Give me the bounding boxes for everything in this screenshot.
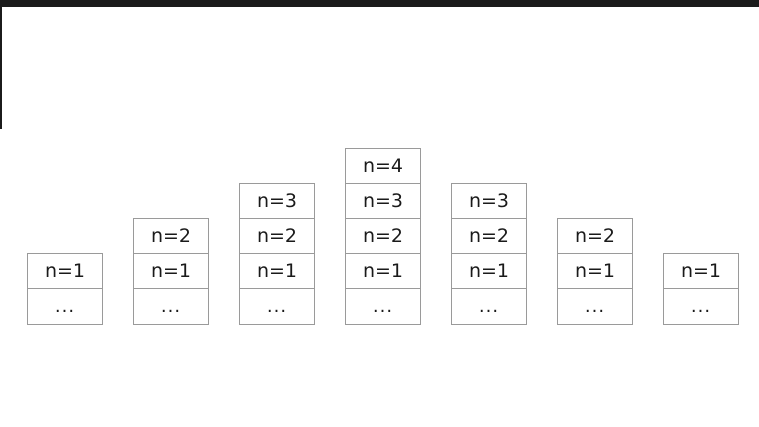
stack-base-ellipsis: ... [451, 288, 527, 325]
stack-frame: n=3 [239, 183, 315, 219]
call-stack-3 [239, 184, 315, 325]
stack-frame: n=4 [345, 148, 421, 184]
call-stack-4 [345, 149, 421, 325]
stack-frame: n=2 [557, 218, 633, 254]
stack-base-ellipsis: ... [239, 288, 315, 325]
stack-base-ellipsis: ... [133, 288, 209, 325]
call-stack-5 [451, 184, 527, 325]
stack-base-ellipsis: ... [663, 288, 739, 325]
stack-frame: n=1 [239, 253, 315, 289]
stack-frame: n=1 [345, 253, 421, 289]
stack-base-ellipsis: ... [27, 288, 103, 325]
call-stack-6 [557, 219, 633, 325]
stack-frame: n=1 [27, 253, 103, 289]
left-border-line [0, 7, 2, 129]
stack-frame: n=1 [451, 253, 527, 289]
stack-frame: n=2 [345, 218, 421, 254]
stack-frame: n=3 [345, 183, 421, 219]
stack-frame: n=1 [663, 253, 739, 289]
stack-frame: n=2 [451, 218, 527, 254]
call-stack-7 [663, 254, 739, 325]
stack-frame: n=2 [133, 218, 209, 254]
stack-frame: n=1 [133, 253, 209, 289]
stack-frame: n=2 [239, 218, 315, 254]
call-stack-2 [133, 219, 209, 325]
top-border-bar [0, 0, 759, 7]
stack-base-ellipsis: ... [557, 288, 633, 325]
stack-base-ellipsis: ... [345, 288, 421, 325]
stack-frame: n=3 [451, 183, 527, 219]
stack-frame: n=1 [557, 253, 633, 289]
call-stack-1 [27, 254, 103, 325]
